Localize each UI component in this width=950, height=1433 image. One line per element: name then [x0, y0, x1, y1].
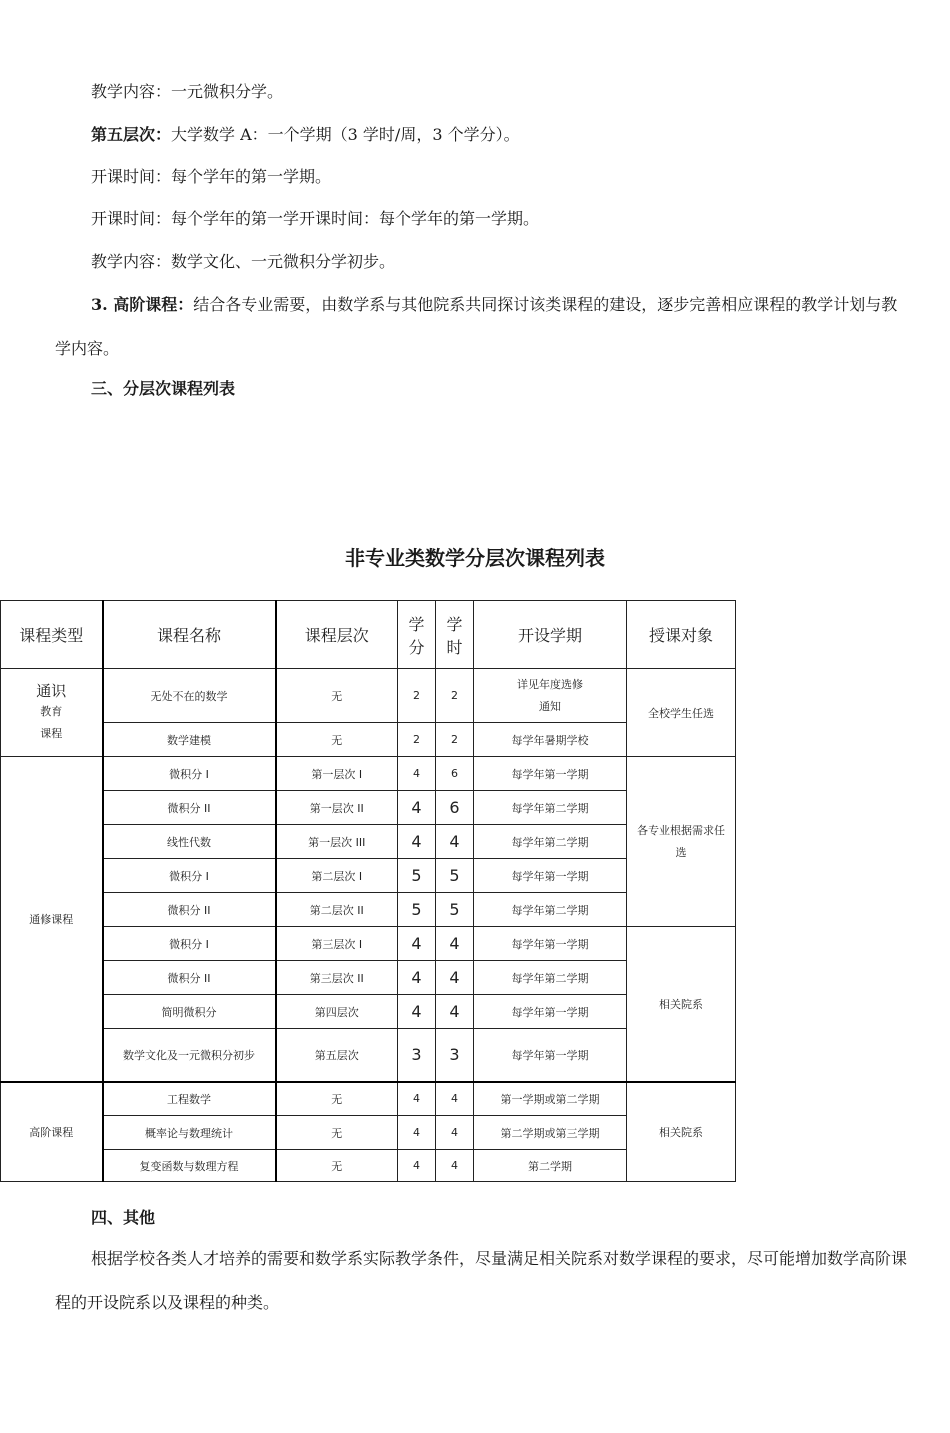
- table-row: [1, 995, 736, 1029]
- table-row: [1, 1150, 736, 1182]
- course-name: 微积分 II: [103, 893, 276, 927]
- advanced-course-text: 结合各专业需要，由数学系与其他院系共同探讨该类课程的建设，逐步完善相应课程的教学计划与教学内容。: [55, 295, 898, 358]
- table-row: [1, 669, 736, 723]
- course-semester: 每学年第二学期: [474, 791, 627, 825]
- course-hours: 2: [436, 723, 474, 757]
- header-credit: [398, 601, 436, 669]
- course-semester: 每学年第二学期: [474, 893, 627, 927]
- course-hours: 2: [436, 669, 474, 723]
- course-credit: 4: [398, 1150, 436, 1182]
- table-header-row: [1, 601, 736, 669]
- course-name: 无处不在的数学: [103, 669, 276, 723]
- course-semester: 每学年第一学期: [474, 859, 627, 893]
- course-hours: 5: [436, 893, 474, 927]
- course-name: 微积分 II: [103, 961, 276, 995]
- table-row: [1, 791, 736, 825]
- course-name: 微积分 I: [103, 859, 276, 893]
- course-semester: 每学年第一学期: [474, 757, 627, 791]
- header-course-level: 课程层次: [276, 601, 398, 669]
- course-hours: 5: [436, 859, 474, 893]
- course-level: 第一层次 III: [276, 825, 398, 859]
- course-table: [0, 600, 736, 1182]
- group-general-line-3: 课程: [40, 727, 63, 740]
- course-name: 复变函数与数理方程: [103, 1150, 276, 1182]
- course-credit: 4: [398, 757, 436, 791]
- group-general-line-2: 教育: [40, 705, 63, 718]
- table-row: [1, 859, 736, 893]
- course-hours: 4: [436, 1116, 474, 1150]
- course-credit: 3: [398, 1029, 436, 1082]
- course-hours: 6: [436, 757, 474, 791]
- section-three-heading: 三、分层次课程列表: [91, 379, 236, 398]
- course-semester: 详见年度选修通知: [474, 669, 627, 723]
- course-semester: 第二学期或第三学期: [474, 1116, 627, 1150]
- course-hours: 4: [436, 995, 474, 1029]
- table-row: [1, 723, 736, 757]
- level-five-paragraph: [55, 124, 907, 146]
- course-hours: 4: [436, 1150, 474, 1182]
- course-semester: 每学年第一学期: [474, 995, 627, 1029]
- course-credit: 2: [398, 669, 436, 723]
- header-hours-line-1: 学: [446, 614, 463, 634]
- advanced-course-paragraph: [55, 283, 907, 371]
- course-credit: 5: [398, 893, 436, 927]
- course-hours: 4: [436, 825, 474, 859]
- header-audience: 授课对象: [627, 601, 736, 669]
- course-level: 第一层次 I: [276, 757, 398, 791]
- course-semester: 第一学期或第二学期: [474, 1082, 627, 1116]
- group-general-line-1: 通识: [36, 682, 67, 700]
- course-level: 第二层次 II: [276, 893, 398, 927]
- course-level: 第三层次 I: [276, 927, 398, 961]
- course-level: 第四层次: [276, 995, 398, 1029]
- course-credit: 4: [398, 927, 436, 961]
- course-hours: 6: [436, 791, 474, 825]
- course-level: 第一层次 II: [276, 791, 398, 825]
- course-semester: 每学年第二学期: [474, 961, 627, 995]
- teaching-content-paragraph-1: 教学内容：一元微积分学。: [91, 82, 284, 101]
- advanced-course-label: 3. 高阶课程：: [91, 295, 194, 314]
- schedule-paragraph-2: 开课时间：每个学年的第一学开课时间：每个学年的第一学期。: [91, 209, 540, 228]
- course-credit: 4: [398, 791, 436, 825]
- header-course-name: 课程名称: [103, 601, 276, 669]
- audience-advanced: 相关院系: [627, 1082, 736, 1182]
- course-level: 第五层次: [276, 1029, 398, 1082]
- course-credit: 4: [398, 1082, 436, 1116]
- header-credit-line-1: 学: [408, 614, 425, 634]
- course-name: 微积分 I: [103, 927, 276, 961]
- course-level: 无: [276, 669, 398, 723]
- group-required: 通修课程: [1, 757, 103, 1082]
- course-credit: 4: [398, 961, 436, 995]
- course-semester: 每学年第一学期: [474, 1029, 627, 1082]
- table-row: [1, 893, 736, 927]
- course-name: 简明微积分: [103, 995, 276, 1029]
- course-level: 无: [276, 1150, 398, 1182]
- group-general: [1, 669, 103, 757]
- course-credit: 2: [398, 723, 436, 757]
- course-level: 第三层次 II: [276, 961, 398, 995]
- course-semester: 每学年暑期学校: [474, 723, 627, 757]
- course-credit: 4: [398, 825, 436, 859]
- course-name: 数学建模: [103, 723, 276, 757]
- header-course-type: 课程类型: [1, 601, 103, 669]
- course-level: 无: [276, 1116, 398, 1150]
- course-name: 微积分 II: [103, 791, 276, 825]
- section-four-heading: 四、其他: [91, 1208, 156, 1227]
- course-credit: 4: [398, 1116, 436, 1150]
- course-level: 无: [276, 723, 398, 757]
- table-row: [1, 1029, 736, 1082]
- group-advanced: 高阶课程: [1, 1082, 103, 1182]
- course-level: 无: [276, 1082, 398, 1116]
- header-hours: [436, 601, 474, 669]
- course-semester: 每学年第一学期: [474, 927, 627, 961]
- course-hours: 4: [436, 961, 474, 995]
- level-five-text: 大学数学 A：一个学期（3 学时/周，3 个学分）。: [171, 125, 520, 144]
- level-five-label: 第五层次：: [91, 125, 172, 144]
- teaching-content-paragraph-2: 教学内容：数学文化、一元微积分学初步。: [91, 252, 396, 271]
- audience-general: 全校学生任选: [627, 669, 736, 757]
- table-row: [1, 825, 736, 859]
- audience-required-b: 相关院系: [627, 927, 736, 1082]
- header-hours-line-2: 时: [446, 637, 463, 657]
- course-name: 数学文化及一元微积分初步: [103, 1029, 276, 1082]
- course-name: 线性代数: [103, 825, 276, 859]
- audience-required-a: 各专业根据需求任选: [627, 757, 736, 927]
- course-name: 工程数学: [103, 1082, 276, 1116]
- closing-paragraph: 根据学校各类人才培养的需要和数学系实际教学条件，尽量满足相关院系对数学课程的要求，尽可能增加数学高阶课程的开设院系以及课程的种类。: [55, 1249, 908, 1312]
- course-name: 微积分 I: [103, 757, 276, 791]
- course-hours: 3: [436, 1029, 474, 1082]
- course-credit: 5: [398, 859, 436, 893]
- course-semester: 每学年第二学期: [474, 825, 627, 859]
- course-name: 概率论与数理统计: [103, 1116, 276, 1150]
- table-row: [1, 927, 736, 961]
- table-title: 非专业类数学分层次课程列表: [345, 546, 605, 570]
- course-semester: 第二学期: [474, 1150, 627, 1182]
- schedule-paragraph-1: 开课时间：每个学年的第一学期。: [91, 167, 332, 186]
- table-row: [1, 757, 736, 791]
- course-credit: 4: [398, 995, 436, 1029]
- header-credit-line-2: 分: [408, 637, 425, 657]
- course-hours: 4: [436, 1082, 474, 1116]
- table-row: [1, 961, 736, 995]
- header-semester: 开设学期: [474, 601, 627, 669]
- course-level: 第二层次 I: [276, 859, 398, 893]
- table-row: [1, 1116, 736, 1150]
- course-hours: 4: [436, 927, 474, 961]
- table-row: [1, 1082, 736, 1116]
